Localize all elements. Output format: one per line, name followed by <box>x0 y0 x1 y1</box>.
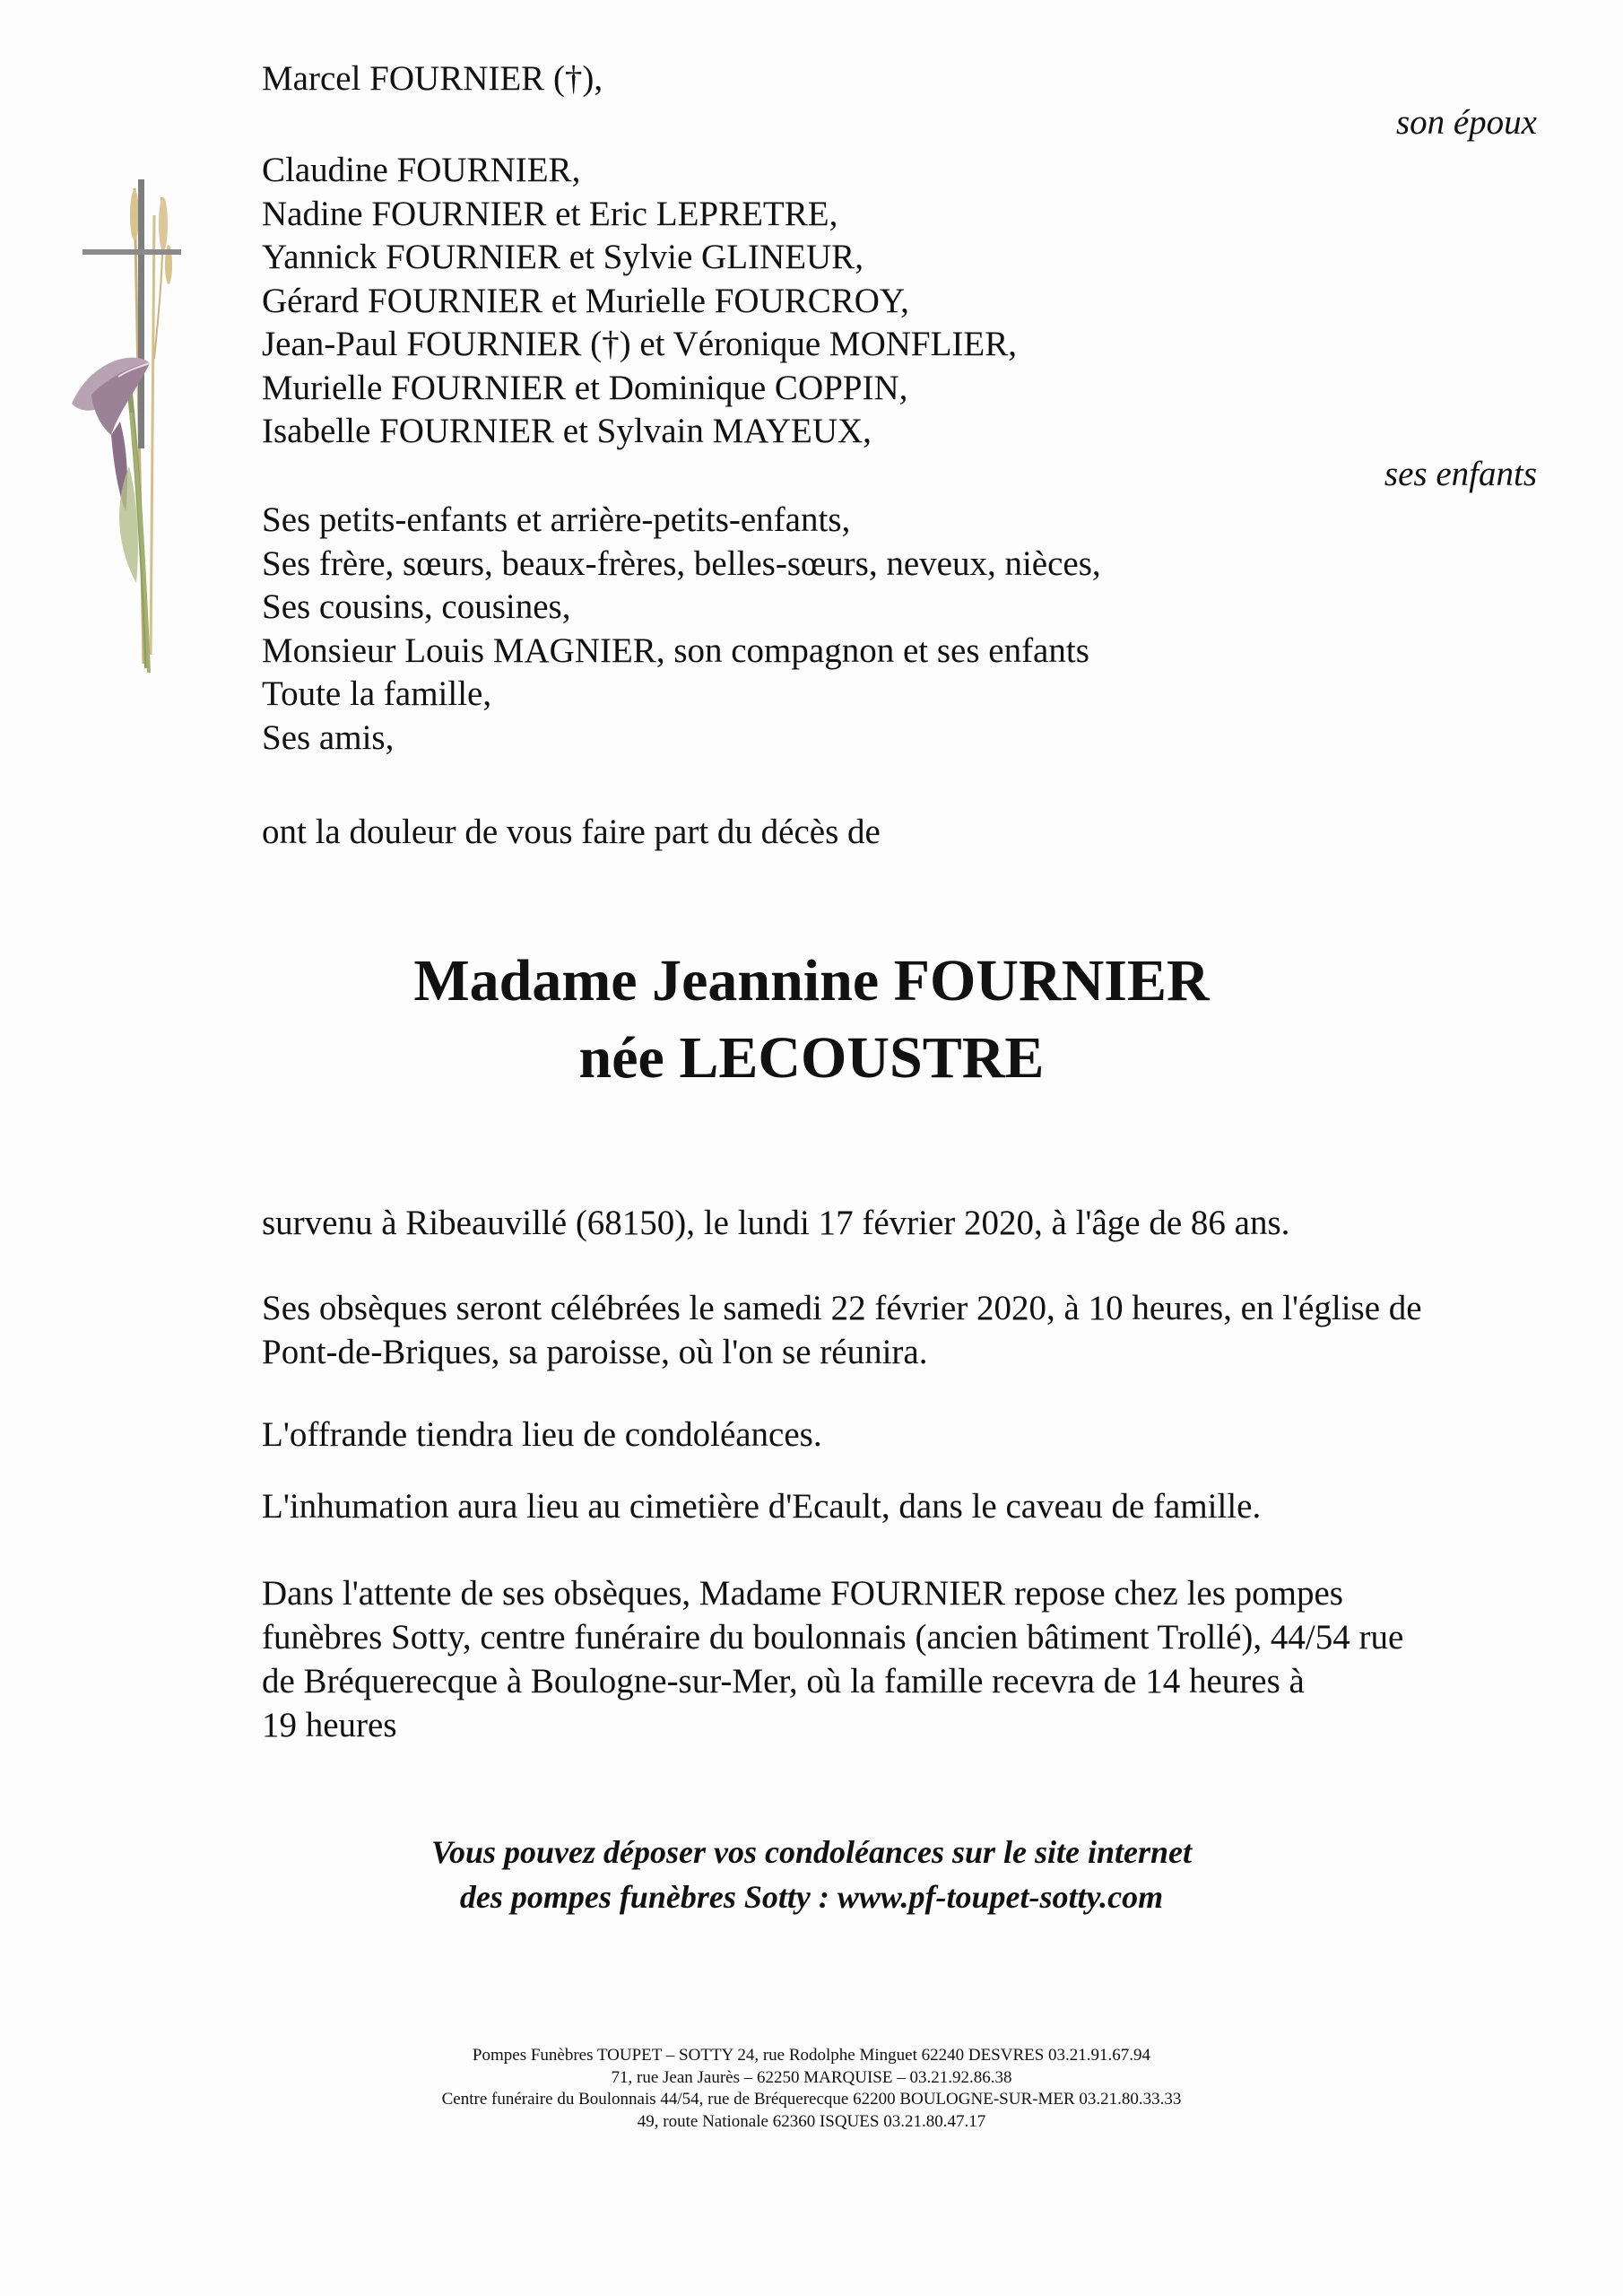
online-condolences <box>0 1830 1623 1919</box>
deceased-maiden-name: née LECOUSTRE <box>578 1025 1045 1091</box>
list-item: Isabelle FOURNIER et Sylvain MAYEUX, <box>262 412 872 450</box>
spouse-name: Marcel FOURNIER (†), <box>262 59 603 98</box>
list-item: Jean-Paul FOURNIER (†) et Véronique MONFLIER, <box>262 325 1018 363</box>
list-item: Claudine FOURNIER, <box>262 151 581 189</box>
death-details: survenu à Ribeauvillé (68150), le lundi 17 février 2020, à l'âge de 86 ans. <box>262 1204 1290 1242</box>
other-relatives-list <box>262 499 1101 760</box>
footer-line: 49, route Nationale 62360 ISQUES 03.21.80.47.17 <box>637 2111 986 2131</box>
deceased-name: Madame Jeannine FOURNIER <box>413 948 1210 1013</box>
funeral-details <box>262 1286 1544 1374</box>
announcement-text: ont la douleur de vous faire part du décès de <box>262 813 881 851</box>
condolences-line: Vous pouvez déposer vos condoléances sur le site internet <box>430 1834 1192 1870</box>
rest-line: 19 heures <box>262 1706 397 1744</box>
condolences-line: des pompes funèbres Sotty : www.pf-toupet-sotty.com <box>459 1879 1164 1915</box>
children-list <box>262 149 1017 454</box>
rest-details <box>262 1571 1544 1747</box>
list-item: Nadine FOURNIER et Eric LEPRETRE, <box>262 194 838 233</box>
list-item: Ses petits-enfants et arrière-petits-enfants, <box>262 500 851 539</box>
list-item: Murielle FOURNIER et Dominique COPPIN, <box>262 368 908 407</box>
list-item: Gérard FOURNIER et Murielle FOURCROY, <box>262 281 909 320</box>
footer-line: Pompes Funèbres TOUPET – SOTTY 24, rue Rodolphe Minguet 62240 DESVRES 03.21.91.67.94 <box>472 2046 1151 2065</box>
rest-line: funèbres Sotty, centre funéraire du boulonnais (ancien bâtiment Trollé), 44/54 rue <box>262 1618 1404 1657</box>
funeral-home-footer <box>0 2045 1623 2133</box>
rest-line: de Bréquerecque à Boulogne-sur-Mer, où la famille recevra de 14 heures à <box>262 1662 1305 1700</box>
children-role: ses enfants <box>1384 455 1537 493</box>
list-item: Ses amis, <box>262 718 395 757</box>
burial-text: L'inhumation aura lieu au cimetière d'Ecault, dans le caveau de famille. <box>262 1487 1262 1526</box>
funeral-line: Ses obsèques seront célébrées le samedi 22 février 2020, à 10 heures, en l'église de <box>262 1289 1422 1327</box>
funeral-line: Pont-de-Briques, sa paroisse, où l'on se réunira. <box>262 1333 928 1371</box>
list-item: Monsieur Louis MAGNIER, son compagnon et ses enfants <box>262 631 1089 670</box>
list-item: Ses cousins, cousines, <box>262 587 571 626</box>
spouse-role: son époux <box>1395 103 1537 142</box>
rest-line: Dans l'attente de ses obsèques, Madame FOURNIER repose chez les pompes <box>262 1574 1343 1613</box>
list-item: Toute la famille, <box>262 674 492 713</box>
cross-calla-lily-wheat-icon <box>65 179 199 682</box>
footer-line: 71, rue Jean Jaurès – 62250 MARQUISE – 03.21.92.86.38 <box>611 2067 1012 2087</box>
list-item: Yannick FOURNIER et Sylvie GLINEUR, <box>262 238 864 276</box>
offering-text: L'offrande tiendra lieu de condoléances. <box>262 1415 822 1454</box>
list-item: Ses frère, sœurs, beaux-frères, belles-sœurs, neveux, nièces, <box>262 544 1101 583</box>
footer-line: Centre funéraire du Boulonnais 44/54, rue de Bréquerecque 62200 BOULOGNE-SUR-MER 03.21.80.33.33 <box>441 2090 1182 2109</box>
